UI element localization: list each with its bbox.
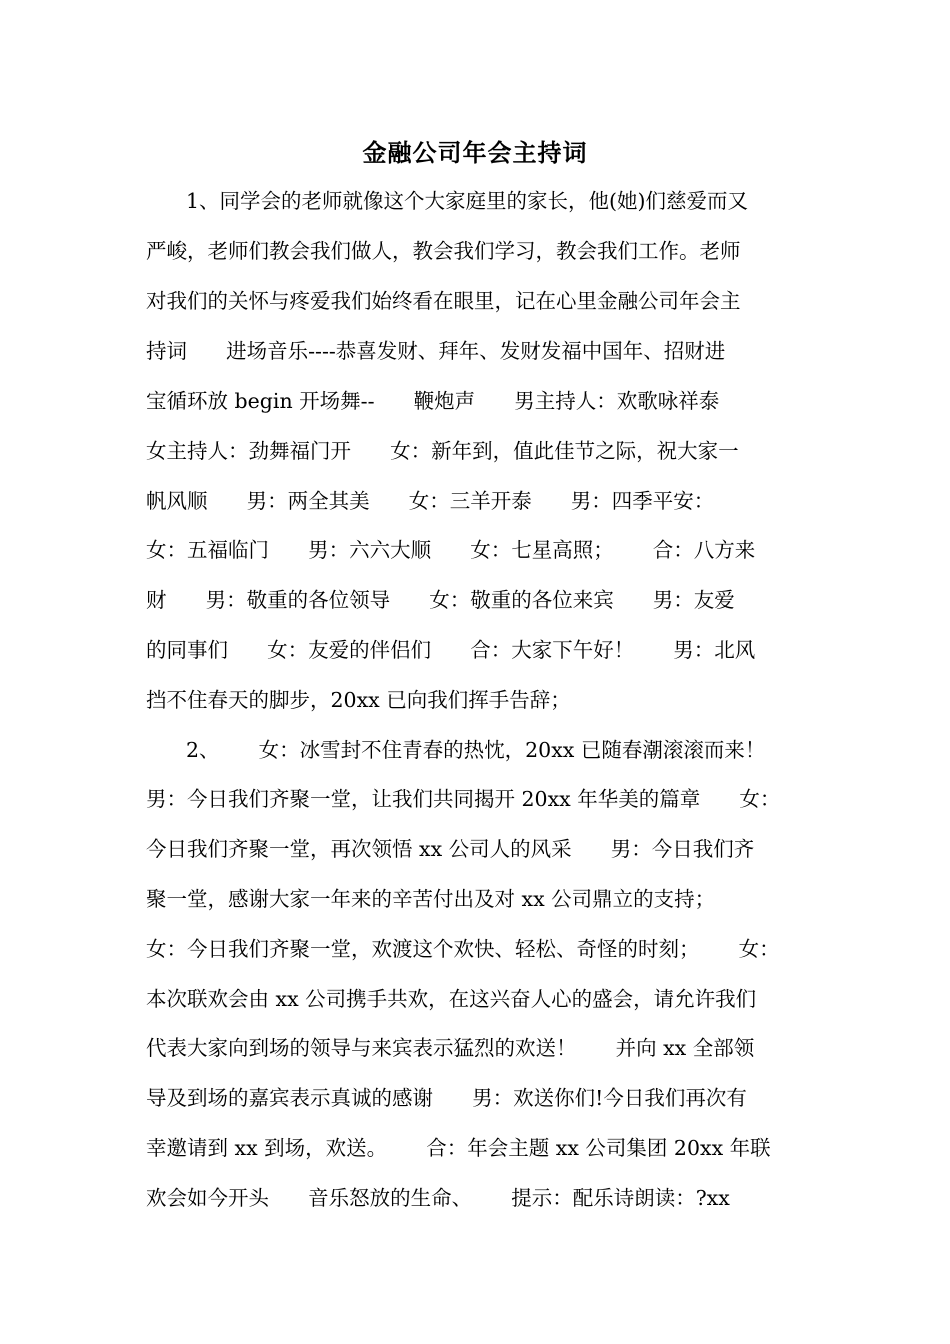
paragraph-line: 严峻，老师们教会我们做人，教会我们学习，教会我们工作。老师 [146, 239, 741, 263]
paragraph-line: 导及到场的嘉宾表示真诚的感谢 男：欢送你们!今日我们再次有 [146, 1086, 747, 1110]
paragraph-line: 男：今日我们齐聚一堂，让我们共同揭开 20xx 年华美的篇章 女： [146, 787, 781, 811]
paragraph-line: 女：五福临门 男：六六大顺 女：七星高照； 合：八方来 [146, 538, 756, 562]
paragraph-line: 的同事们 女：友爱的伴侣们 合：大家下午好！ 男：北风 [146, 638, 756, 662]
paragraph-line: 代表大家向到场的领导与来宾表示猛烈的欢送！ 并向 xx 全部领 [146, 1036, 755, 1060]
paragraph-line: 欢会如今开头 音乐怒放的生命、 提示：配乐诗朗读：?xx [146, 1186, 730, 1210]
document-title: 金融公司年会主持词 [362, 138, 588, 167]
paragraph-line: 1、同学会的老师就像这个大家庭里的家长，他(她)们慈爱而又 [186, 189, 749, 213]
paragraph-line: 聚一堂，感谢大家一年来的辛苦付出及对 xx 公司鼎立的支持； [146, 887, 716, 911]
paragraph-line: 持词 进场音乐----恭喜发财、拜年、发财发福中国年、招财进 [146, 339, 726, 363]
paragraph-line: 财 男：敬重的各位领导 女：敬重的各位来宾 男：友爱 [146, 588, 735, 612]
paragraph-line: 幸邀请到 xx 到场，欢送。 合：年会主题 xx 公司集团 20xx 年联 [146, 1136, 771, 1160]
paragraph-line: 挡不住春天的脚步，20xx 已向我们挥手告辞； [146, 688, 571, 712]
paragraph-line: 女：今日我们齐聚一堂，欢渡这个欢快、轻松、奇怪的时刻； 女： [146, 937, 780, 961]
paragraph-line: 对我们的关怀与疼爱我们始终看在眼里，记在心里金融公司年会主 [146, 289, 741, 313]
paragraph-line: 今日我们齐聚一堂，再次领悟 xx 公司人的风采 男：今日我们齐 [146, 837, 755, 861]
paragraph-line: 本次联欢会由 xx 公司携手共欢，在这兴奋人心的盛会，请允许我们 [146, 987, 757, 1011]
paragraph-line: 女主持人：劲舞福门开 女：新年到，值此佳节之际，祝大家一 [146, 439, 739, 463]
paragraph-line: 宝循环放 begin 开场舞-- 鞭炮声 男主持人：欢歌咏祥泰 [146, 389, 720, 413]
paragraph-line: 2、 女：冰雪封不住青春的热忱，20xx 已随春潮滚滚而来！ [186, 738, 766, 762]
paragraph-line: 帆风顺 男：两全其美 女：三羊开泰 男：四季平安： [146, 489, 715, 513]
